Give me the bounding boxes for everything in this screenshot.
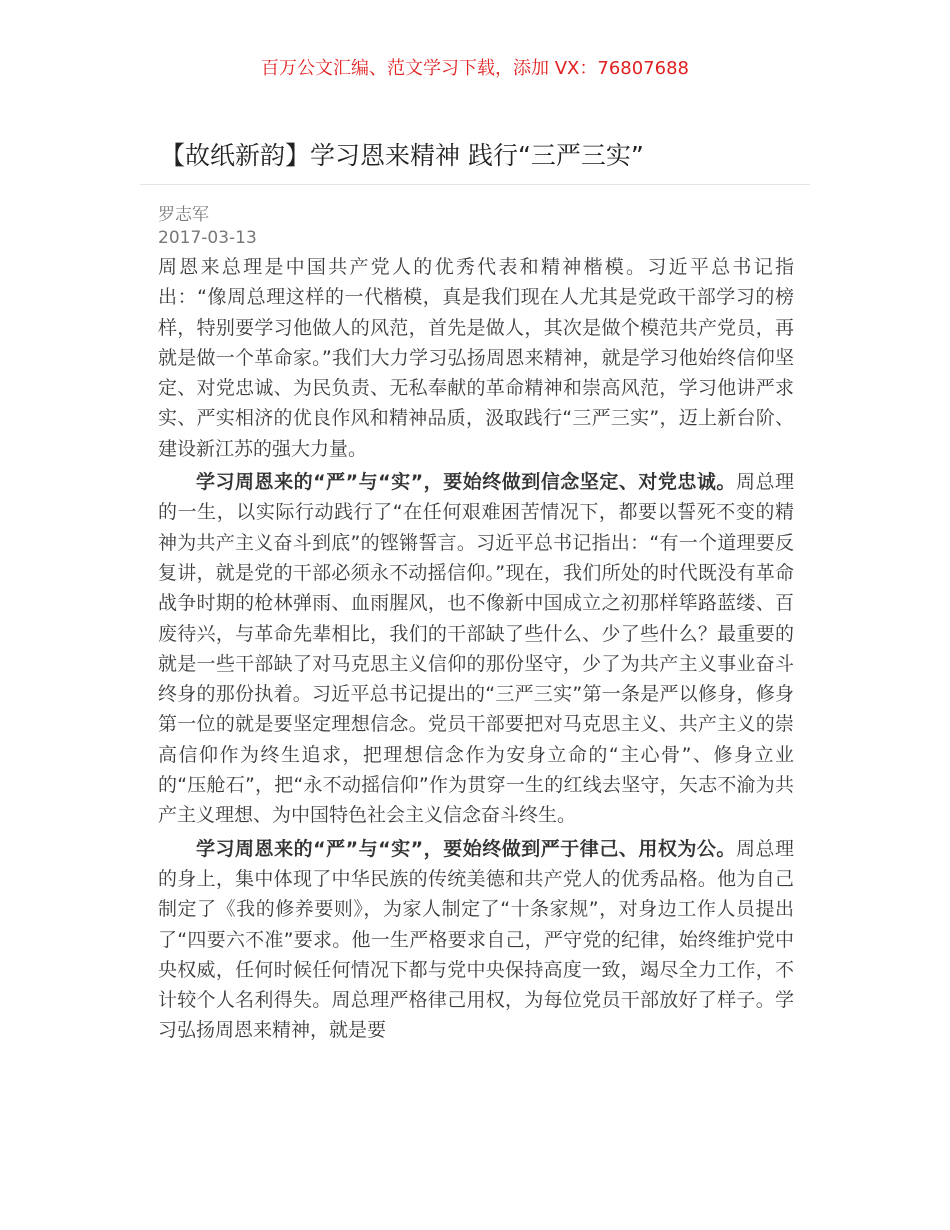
article-title: 【故纸新韵】学习恩来精神 践行“三严三实” bbox=[160, 141, 644, 170]
article-author: 罗志军 bbox=[158, 205, 209, 225]
paragraph-text: 周总理的身上，集中体现了中华民族的传统美德和共产党人的优秀品格。他为自己制定了《我的修养要则》，为家人制定了“十条家规”，对身边工作人员提出了“四要六不准”要求。他一生严格要求自己，严守党的纪律，始终维护党中央权威，任何时候任何情况下都与党中央保持高度一致，竭尽全力工作，不计较个人名利得失。周总理严格律己用权，为每位党员干部放好了样子。学习弘扬周恩来精神，就是要 bbox=[158, 837, 794, 1042]
paragraph-self-discipline bbox=[158, 834, 794, 1046]
paragraph-text: 周恩来总理是中国共产党人的优秀代表和精神楷模。习近平总书记指出：“像周总理这样的一代楷模，真是我们现在人尤其是党政干部学习的榜样，特别要学习他做人的风范，首先是做人，其次是做个模范共产党员，再就是做一个革命家。”我们大力学习弘扬周恩来精神，就是学习他始终信仰坚定、对党忠诚、为民负责、无私奉献的革命精神和崇高风范，学习他讲严求实、严实相济的优良作风和精神品质，汲取践行“三严三实”，迈上新台阶、建设新江苏的强大力量。 bbox=[158, 256, 794, 460]
paragraph-lead: 学习周恩来的“严”与“实”，要始终做到信念坚定、对党忠诚。 bbox=[196, 471, 736, 494]
paragraph-intro bbox=[158, 252, 794, 464]
paragraph-lead: 学习周恩来的“严”与“实”，要始终做到严于律己、用权为公。 bbox=[196, 837, 736, 860]
article-body bbox=[158, 252, 794, 1049]
top-banner: 百万公文汇编、范文学习下载，添加 VX：76807688 bbox=[261, 58, 689, 79]
paragraph-text: 周总理的一生，以实际行动践行了“在任何艰难困苦情况下，都要以誓死不变的精神为共产主义奋斗到底”的铿锵誓言。习近平总书记指出：“有一个道理要反复讲，就是党的干部必须永不动摇信仰。”现在，我们所处的时代既没有革命战争时期的枪林弹雨、血雨腥风，也不像新中国成立之初那样筚路蓝缕、百废待兴，与革命先辈相比，我们的干部缺了些什么、少了些什么？最重要的就是一些干部缺了对马克思主义信仰的那份坚守，少了为共产主义事业奋斗终身的那份执着。习近平总书记提出的“三严三实”第一条是严以修身，修身第一位的就是要坚定理想信念。党员干部要把对马克思主义、共产主义的崇高信仰作为终生追求，把理想信念作为安身立命的“主心骨”、修身立业的“压舱石”，把“永不动摇信仰”作为贯穿一生的红线去坚守，矢志不渝为共产主义理想、为中国特色社会主义信念奋斗终生。 bbox=[158, 471, 794, 827]
paragraph-loyalty bbox=[158, 467, 794, 831]
title-divider bbox=[140, 184, 810, 185]
article-date: 2017-03-13 bbox=[158, 228, 257, 248]
